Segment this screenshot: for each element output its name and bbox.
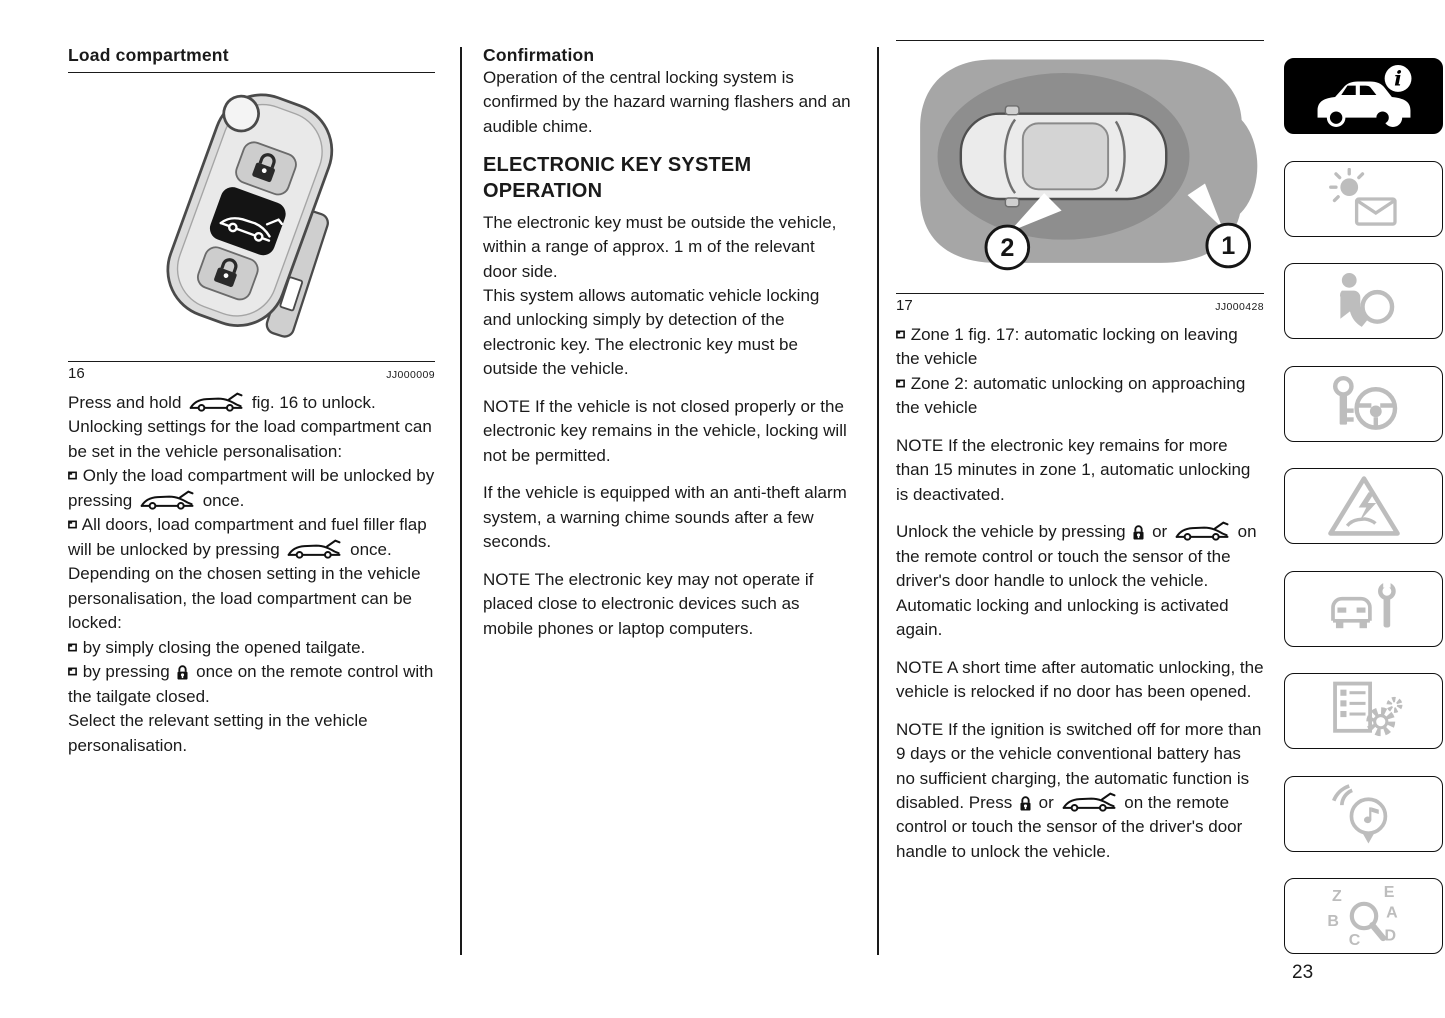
figure-bottom-rule <box>68 361 435 362</box>
sidebar-tab-dashboard-and-controls <box>1284 58 1443 134</box>
svg-text:i: i <box>1393 66 1402 91</box>
boot-remote-button-icon <box>139 490 196 510</box>
right-column <box>896 40 1264 864</box>
svg-text:D: D <box>1384 927 1396 945</box>
figure-16-caption <box>68 365 435 382</box>
column-divider <box>460 47 462 955</box>
warning-triangle-car-icon <box>1318 474 1410 538</box>
airbag-person-icon <box>1319 270 1409 332</box>
sidebar-tab-warning-lights-and-messages <box>1284 161 1443 237</box>
figure-number: 17 <box>896 297 913 314</box>
svg-text:C: C <box>1348 931 1360 948</box>
paragraph-antitheft-alarm: If the vehicle is equipped with an anti-theft alarm system, a warning chime sounds after a few seconds. <box>483 483 847 552</box>
svg-text:Z: Z <box>1331 887 1342 905</box>
figure-number: 16 <box>68 365 85 382</box>
paragraph-confirmation: Operation of the central locking system is confirmed by the hazard warning flashers and an audible chime. <box>483 68 851 136</box>
note-relocked: NOTE A short time after automatic unlocking, the vehicle is relocked if no door has been opened. <box>896 657 1264 702</box>
vehicle-zones-illustration <box>896 41 1264 293</box>
list-item-zone-1: Zone 1 fig. 17: automatic locking on leaving the vehicle <box>896 325 1238 369</box>
page-number: 23 <box>1292 962 1314 983</box>
sidebar-tab-starting-and-driving <box>1284 366 1443 442</box>
sidebar-tabs <box>1284 58 1443 954</box>
sidebar-tab-servicing-and-care <box>1284 571 1443 647</box>
list-item-zone-2: Zone 2: automatic unlocking on approaching the vehicle <box>896 373 1246 418</box>
sidebar-tab-multimedia <box>1284 776 1443 852</box>
heading-confirmation: Confirmation <box>483 45 595 65</box>
lights-message-icon <box>1317 168 1411 230</box>
list-item-lock-option-2: by pressing once on the remote control with the tailgate closed. <box>68 662 434 706</box>
figure-code: JJ000428 <box>1215 301 1264 313</box>
boot-remote-button-icon <box>1061 792 1118 812</box>
boot-remote-button-icon <box>286 539 343 559</box>
sidebar-tab-technical-data <box>1284 673 1443 749</box>
paragraph-depending-setting: Depending on the chosen setting in the vehicle personalisation, the load compartment can be locked: <box>68 564 421 633</box>
bullet-square-icon <box>68 667 77 676</box>
heading-load-compartment: Load compartment <box>68 45 229 65</box>
svg-text:B: B <box>1326 912 1339 930</box>
sidebar-tab-alphabetical-index <box>1284 878 1443 954</box>
boot-remote-button-icon <box>188 392 245 412</box>
key-fob-illustration <box>68 73 435 361</box>
list-item-unlock-option-2: All doors, load compartment and fuel filler flap will be unlocked by pressing once. <box>68 515 427 559</box>
svg-text:A: A <box>1385 904 1398 922</box>
heading-electronic-key-system: ELECTRONIC KEY SYSTEM OPERATION <box>483 154 752 202</box>
zone-2-callout: 2 <box>1000 234 1015 263</box>
middle-column <box>483 45 851 641</box>
padlock-icon <box>176 664 189 681</box>
note-electronic-devices: NOTE The electronic key may not operate if placed close to electronic devices such as mobile phones or laptop computers. <box>483 569 814 638</box>
zones-drawing <box>897 42 1263 292</box>
document-gear-icon <box>1317 679 1411 743</box>
bullet-square-icon <box>68 643 77 652</box>
boot-remote-button-icon <box>1174 521 1231 541</box>
sidebar-tab-safety <box>1284 263 1443 339</box>
paragraph-key-outside: The electronic key must be outside the vehicle, within a range of approx. 1 m of the relevant door side. <box>483 212 837 281</box>
paragraph-system-detection: This system allows automatic vehicle locking and unlocking simply by detection of the electronic key. The electronic key must be outside the vehicle. <box>483 286 820 379</box>
left-column <box>68 45 435 758</box>
list-item-unlock-option-1: Only the load compartment will be unlocked by pressing once. <box>68 466 435 510</box>
flip-key-drawing <box>84 79 420 355</box>
paragraph-press-and-hold: Press and hold fig. 16 to unlock. <box>68 393 376 412</box>
figure-bottom-rule <box>896 293 1264 294</box>
bullet-square-icon <box>68 471 77 480</box>
note-not-closed: NOTE If the vehicle is not closed properly or the electronic key remains in the vehicle, locking will not be permitted. <box>483 396 847 465</box>
note-15-minutes: NOTE If the electronic key remains for more than 15 minutes in zone 1, automatic unlocking is deactivated. <box>896 435 1251 504</box>
sidebar-tab-in-an-emergency <box>1284 468 1443 544</box>
music-signal-icon <box>1319 783 1409 845</box>
note-9-days: NOTE If the ignition is switched off for more than 9 days or the vehicle conventional battery has no sufficient charging, the automatic function is disabled. Press or on the remote control or touch the sensor of the driver's door handle to unlock the vehicle. <box>896 719 1262 861</box>
car-info-icon <box>1312 64 1416 128</box>
paragraph-unlock-settings: Unlocking settings for the load compartment can be set in the vehicle personalisation: <box>68 417 432 461</box>
paragraph-select-setting: Select the relevant setting in the vehicle personalisation. <box>68 711 368 755</box>
car-wrench-icon <box>1317 578 1411 640</box>
bullet-square-icon <box>896 379 905 388</box>
car-top-view <box>961 106 1166 207</box>
alphabetical-index-icon <box>1318 884 1410 948</box>
figure-code: JJ000009 <box>386 369 435 381</box>
figure-17-caption <box>896 297 1264 314</box>
column-divider <box>877 47 879 955</box>
padlock-icon <box>1019 795 1032 812</box>
paragraph-unlock-vehicle: Unlock the vehicle by pressing or on the remote control or touch the sensor of the driver's door handle to unlock the vehicle. Automatic locking and unlocking is activated again. <box>896 522 1257 640</box>
zone-1-callout: 1 <box>1221 232 1236 261</box>
bullet-square-icon <box>896 330 905 339</box>
padlock-icon <box>1132 524 1145 541</box>
svg-text:E: E <box>1383 884 1394 901</box>
bullet-square-icon <box>68 520 77 529</box>
list-item-lock-option-1: by simply closing the opened tailgate. <box>68 636 435 660</box>
key-steering-icon <box>1318 373 1410 435</box>
